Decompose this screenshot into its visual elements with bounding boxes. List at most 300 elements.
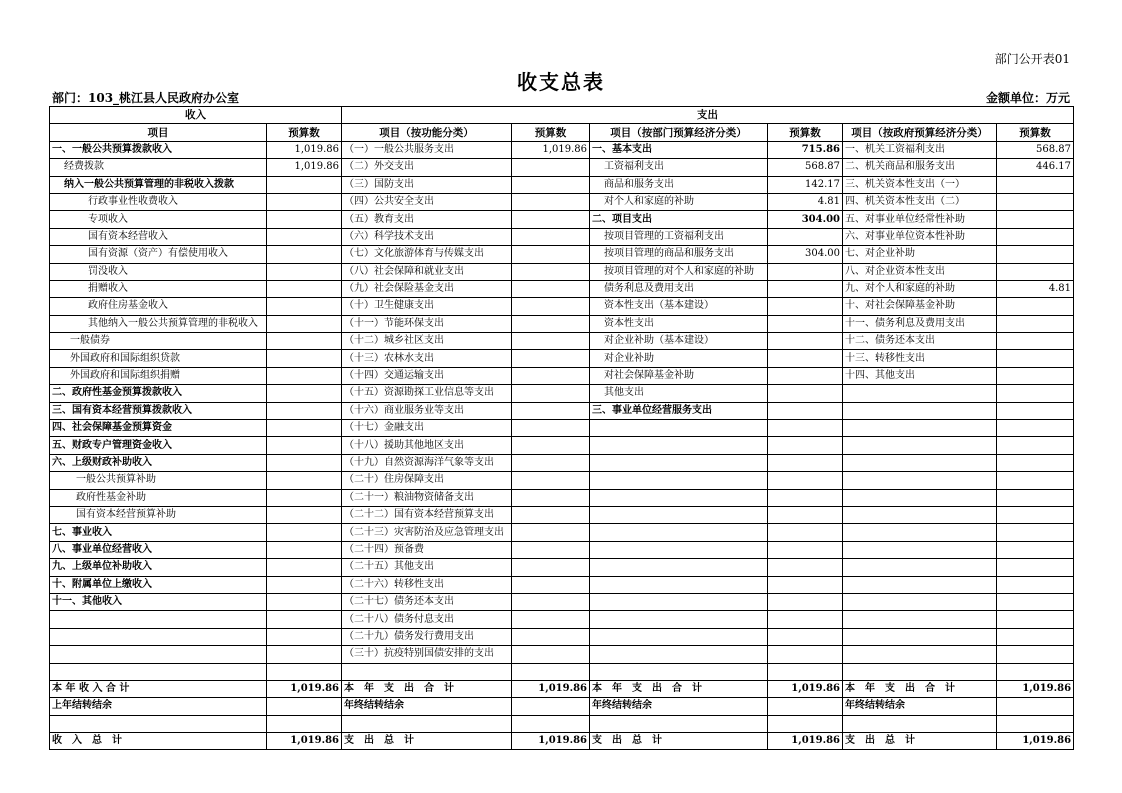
func-item-cell: （二十一）粮油物资储备支出 (342, 489, 512, 506)
income-item-cell: 四、社会保障基金预算资金 (50, 420, 267, 437)
gov-econ-item-cell (843, 489, 997, 506)
dept-econ-budget-cell (768, 228, 843, 245)
dept-econ-item-cell (590, 628, 768, 645)
gov-econ-budget-cell (997, 611, 1074, 628)
func-item-cell: （十二）城乡社区支出 (342, 333, 512, 350)
income-item-cell: 一、一般公共预算拨款收入 (50, 141, 267, 158)
func-budget-cell (512, 454, 590, 471)
income-item-cell: 二、政府性基金预算拨款收入 (50, 385, 267, 402)
func-budget-cell (512, 246, 590, 263)
gov-econ-item-cell: 六、对事业单位资本性补助 (843, 228, 997, 245)
gov-econ-budget-cell (997, 193, 1074, 210)
func-budget-cell (512, 420, 590, 437)
gov-econ-budget-cell (997, 663, 1074, 680)
table-row (50, 176, 1074, 193)
income-item-cell: 罚没收入 (50, 263, 267, 280)
income-budget-cell (267, 350, 342, 367)
gov-econ-budget-cell (997, 333, 1074, 350)
gov-econ-budget-cell: 446.17 (997, 159, 1074, 176)
func-item-cell: （十五）资源勘探工业信息等支出 (342, 385, 512, 402)
gov-econ-budget-cell (997, 367, 1074, 384)
dept-econ-item-cell: 一、基本支出 (590, 141, 768, 158)
dept-econ-item-cell: 工资福利支出 (590, 159, 768, 176)
table-row (50, 315, 1074, 332)
dept-econ-item-cell (590, 454, 768, 471)
income-budget-cell (267, 228, 342, 245)
func-item-cell (342, 663, 512, 680)
income-budget-cell (267, 246, 342, 263)
dept-econ-budget-cell (768, 385, 843, 402)
income-total-value (267, 715, 342, 732)
dept-econ-item-cell: 资本性支出 (590, 315, 768, 332)
table-row (50, 628, 1074, 645)
dept-econ-total-label: 支 出 总 计 (590, 733, 768, 750)
func-item-cell: （二十五）其他支出 (342, 559, 512, 576)
income-budget-cell (267, 280, 342, 297)
func-item-cell: （九）社会保险基金支出 (342, 280, 512, 297)
table-row (50, 367, 1074, 384)
func-item-cell: （二）外交支出 (342, 159, 512, 176)
gov-econ-budget-cell (997, 350, 1074, 367)
dept-econ-item-cell (590, 593, 768, 610)
gov-econ-item-cell: 十三、转移性支出 (843, 350, 997, 367)
dept-econ-budget-cell: 142.17 (768, 176, 843, 193)
func-item-cell: （六）科学技术支出 (342, 228, 512, 245)
total-row (50, 680, 1074, 697)
func-budget-cell (512, 646, 590, 663)
gov-econ-item-cell: 四、机关资本性支出（二） (843, 193, 997, 210)
dept-econ-budget-cell (768, 298, 843, 315)
income-section-header: 收入 (50, 107, 342, 124)
func-item-cell: （二十七）债务还本支出 (342, 593, 512, 610)
func-budget-cell (512, 506, 590, 523)
func-budget-cell (512, 211, 590, 228)
func-total-value: 1,019.86 (512, 680, 590, 697)
func-item-cell: （二十）住房保障支出 (342, 472, 512, 489)
dept-econ-budget-cell (768, 646, 843, 663)
table-row (50, 646, 1074, 663)
dept-econ-item-cell: 对社会保障基金补助 (590, 367, 768, 384)
dept-econ-item-cell (590, 663, 768, 680)
income-item-cell: 九、上级单位补助收入 (50, 559, 267, 576)
dept-econ-item-cell: 债务利息及费用支出 (590, 280, 768, 297)
dept-econ-item-cell (590, 524, 768, 541)
col-header-dept-econ-item: 项目（按部门预算经济分类） (590, 124, 768, 141)
income-item-cell: 外国政府和国际组织贷款 (50, 350, 267, 367)
col-header-gov-econ-budget: 预算数 (997, 124, 1074, 141)
dept-econ-item-cell (590, 541, 768, 558)
income-budget-cell (267, 524, 342, 541)
income-item-cell (50, 646, 267, 663)
income-budget-cell (267, 472, 342, 489)
income-item-cell: 七、事业收入 (50, 524, 267, 541)
dept-econ-total-value (768, 698, 843, 715)
dept-econ-item-cell: 二、项目支出 (590, 211, 768, 228)
func-budget-cell (512, 524, 590, 541)
income-item-cell: 其他纳入一般公共预算管理的非税收入 (50, 315, 267, 332)
gov-econ-item-cell: 二、机关商品和服务支出 (843, 159, 997, 176)
income-total-label: 本 年 收 入 合 计 (50, 680, 267, 697)
income-budget-cell (267, 437, 342, 454)
gov-econ-item-cell: 九、对个人和家庭的补助 (843, 280, 997, 297)
total-row (50, 733, 1074, 750)
page-title: 收支总表 (517, 70, 605, 94)
dept-econ-total-label (590, 715, 768, 732)
dept-econ-budget-cell (768, 420, 843, 437)
dept-econ-item-cell: 对企业补助 (590, 350, 768, 367)
income-budget-cell (267, 541, 342, 558)
func-total-label: 支 出 总 计 (342, 733, 512, 750)
gov-econ-item-cell (843, 454, 997, 471)
func-budget-cell (512, 350, 590, 367)
table-row (50, 350, 1074, 367)
gov-econ-item-cell (843, 472, 997, 489)
func-budget-cell (512, 489, 590, 506)
table-row (50, 524, 1074, 541)
dept-econ-budget-cell (768, 315, 843, 332)
func-budget-cell (512, 298, 590, 315)
dept-econ-budget-cell: 4.81 (768, 193, 843, 210)
income-item-cell: 政府住房基金收入 (50, 298, 267, 315)
dept-econ-budget-cell (768, 559, 843, 576)
table-row (50, 228, 1074, 245)
income-item-cell: 十一、其他收入 (50, 593, 267, 610)
income-budget-cell (267, 663, 342, 680)
gov-econ-budget-cell (997, 420, 1074, 437)
income-item-cell: 国有资源（资产）有偿使用收入 (50, 246, 267, 263)
func-budget-cell (512, 367, 590, 384)
income-item-cell: 国有资本经营预算补助 (50, 506, 267, 523)
gov-econ-total-value: 1,019.86 (997, 733, 1074, 750)
dept-econ-item-cell (590, 489, 768, 506)
func-budget-cell (512, 385, 590, 402)
dept-econ-budget-cell (768, 350, 843, 367)
income-item-cell (50, 628, 267, 645)
gov-econ-item-cell (843, 628, 997, 645)
gov-econ-item-cell (843, 541, 997, 558)
income-budget-cell (267, 263, 342, 280)
gov-econ-item-cell (843, 576, 997, 593)
gov-econ-budget-cell (997, 541, 1074, 558)
gov-econ-total-label (843, 715, 997, 732)
dept-econ-budget-cell (768, 489, 843, 506)
table-row (50, 472, 1074, 489)
table-row (50, 280, 1074, 297)
gov-econ-item-cell (843, 524, 997, 541)
dept-econ-budget-cell (768, 576, 843, 593)
dept-econ-total-value (768, 715, 843, 732)
table-row (50, 576, 1074, 593)
income-budget-cell (267, 315, 342, 332)
gov-econ-item-cell: 七、对企业补助 (843, 246, 997, 263)
income-budget-cell (267, 489, 342, 506)
gov-econ-item-cell (843, 663, 997, 680)
income-budget-cell (267, 576, 342, 593)
dept-econ-budget-cell (768, 663, 843, 680)
gov-econ-budget-cell (997, 263, 1074, 280)
gov-econ-budget-cell (997, 506, 1074, 523)
dept-econ-budget-cell: 304.00 (768, 246, 843, 263)
dept-econ-budget-cell (768, 280, 843, 297)
gov-econ-item-cell (843, 437, 997, 454)
table-row (50, 402, 1074, 419)
income-budget-cell (267, 628, 342, 645)
income-item-cell: 专项收入 (50, 211, 267, 228)
func-item-cell: （十三）农林水支出 (342, 350, 512, 367)
dept-econ-budget-cell (768, 524, 843, 541)
table-row (50, 211, 1074, 228)
dept-econ-item-cell: 商品和服务支出 (590, 176, 768, 193)
department-label: 部门：103_桃江县人民政府办公室 (52, 91, 240, 105)
func-item-cell: （二十六）转移性支出 (342, 576, 512, 593)
func-item-cell: （二十八）债务付息支出 (342, 611, 512, 628)
table-row (50, 298, 1074, 315)
dept-econ-budget-cell (768, 437, 843, 454)
gov-econ-item-cell: 一、机关工资福利支出 (843, 141, 997, 158)
income-item-cell: 五、财政专户管理资金收入 (50, 437, 267, 454)
func-item-cell: （十）卫生健康支出 (342, 298, 512, 315)
income-item-cell: 行政事业性收费收入 (50, 193, 267, 210)
table-row (50, 593, 1074, 610)
func-item-cell: （八）社会保障和就业支出 (342, 263, 512, 280)
func-budget-cell (512, 176, 590, 193)
dept-econ-total-label: 年终结转结余 (590, 698, 768, 715)
income-budget-cell (267, 506, 342, 523)
gov-econ-item-cell: 十、对社会保障基金补助 (843, 298, 997, 315)
amount-unit-label: 金额单位：万元 (985, 91, 1070, 105)
gov-econ-budget-cell (997, 472, 1074, 489)
dept-econ-total-label: 本 年 支 出 合 计 (590, 680, 768, 697)
income-budget-cell: 1,019.86 (267, 141, 342, 158)
table-row (50, 246, 1074, 263)
func-budget-cell (512, 541, 590, 558)
table-row (50, 489, 1074, 506)
table-row (50, 141, 1074, 158)
gov-econ-item-cell: 三、机关资本性支出（一） (843, 176, 997, 193)
func-total-label (342, 715, 512, 732)
gov-econ-item-cell: 五、对事业单位经常性补助 (843, 211, 997, 228)
func-total-value (512, 698, 590, 715)
income-item-cell: 一般公共预算补助 (50, 472, 267, 489)
func-item-cell: （十八）援助其他地区支出 (342, 437, 512, 454)
func-item-cell: （二十三）灾害防治及应急管理支出 (342, 524, 512, 541)
income-item-cell: 十、附属单位上缴收入 (50, 576, 267, 593)
gov-econ-total-label: 支 出 总 计 (843, 733, 997, 750)
dept-econ-budget-cell (768, 402, 843, 419)
func-item-cell: （一）一般公共服务支出 (342, 141, 512, 158)
func-item-cell: （二十二）国有资本经营预算支出 (342, 506, 512, 523)
func-budget-cell (512, 628, 590, 645)
dept-econ-budget-cell (768, 628, 843, 645)
func-item-cell: （三十）抗疫特别国债安排的支出 (342, 646, 512, 663)
dept-econ-item-cell: 对个人和家庭的补助 (590, 193, 768, 210)
dept-econ-total-value: 1,019.86 (768, 733, 843, 750)
income-total-label: 上年结转结余 (50, 698, 267, 715)
func-total-value: 1,019.86 (512, 733, 590, 750)
gov-econ-budget-cell (997, 559, 1074, 576)
dept-econ-budget-cell (768, 593, 843, 610)
table-row (50, 663, 1074, 680)
income-budget-cell (267, 611, 342, 628)
income-budget-cell (267, 298, 342, 315)
gov-econ-budget-cell (997, 437, 1074, 454)
func-item-cell: （二十九）债务发行费用支出 (342, 628, 512, 645)
dept-econ-item-cell (590, 611, 768, 628)
func-budget-cell: 1,019.86 (512, 141, 590, 158)
dept-econ-budget-cell: 304.00 (768, 211, 843, 228)
gov-econ-item-cell (843, 420, 997, 437)
gov-econ-budget-cell (997, 646, 1074, 663)
func-total-label: 本 年 支 出 合 计 (342, 680, 512, 697)
income-item-cell: 三、国有资本经营预算拨款收入 (50, 402, 267, 419)
dept-econ-total-value: 1,019.86 (768, 680, 843, 697)
gov-econ-total-value (997, 698, 1074, 715)
table-row (50, 611, 1074, 628)
income-budget-cell (267, 402, 342, 419)
dept-econ-budget-cell: 715.86 (768, 141, 843, 158)
income-budget-cell (267, 333, 342, 350)
col-header-func-item: 项目（按功能分类） (342, 124, 512, 141)
dept-econ-item-cell: 资本性支出（基本建设） (590, 298, 768, 315)
income-budget-cell (267, 176, 342, 193)
income-budget-cell (267, 193, 342, 210)
income-item-cell: 政府性基金补助 (50, 489, 267, 506)
dept-econ-budget-cell (768, 541, 843, 558)
table-row (50, 385, 1074, 402)
dept-econ-item-cell: 按项目管理的对个人和家庭的补助 (590, 263, 768, 280)
income-budget-cell (267, 454, 342, 471)
gov-econ-item-cell: 八、对企业资本性支出 (843, 263, 997, 280)
total-row (50, 698, 1074, 715)
func-item-cell: （十四）交通运输支出 (342, 367, 512, 384)
func-budget-cell (512, 576, 590, 593)
col-header-func-budget: 预算数 (512, 124, 590, 141)
func-total-label: 年终结转结余 (342, 698, 512, 715)
dept-econ-budget-cell (768, 611, 843, 628)
dept-econ-item-cell: 其他支出 (590, 385, 768, 402)
dept-econ-budget-cell (768, 472, 843, 489)
dept-econ-item-cell: 按项目管理的商品和服务支出 (590, 246, 768, 263)
col-header-dept-econ-budget: 预算数 (768, 124, 843, 141)
gov-econ-total-value: 1,019.86 (997, 680, 1074, 697)
dept-econ-item-cell (590, 646, 768, 663)
gov-econ-item-cell: 十四、其他支出 (843, 367, 997, 384)
func-item-cell: （三）国防支出 (342, 176, 512, 193)
income-item-cell: 捐赠收入 (50, 280, 267, 297)
table-row (50, 159, 1074, 176)
col-header-income-budget: 预算数 (267, 124, 342, 141)
gov-econ-budget-cell (997, 228, 1074, 245)
dept-econ-item-cell (590, 472, 768, 489)
income-item-cell: 国有资本经营收入 (50, 228, 267, 245)
dept-econ-item-cell: 按项目管理的工资福利支出 (590, 228, 768, 245)
func-budget-cell (512, 333, 590, 350)
func-item-cell: （二十四）预备费 (342, 541, 512, 558)
expense-section-header: 支出 (342, 107, 1074, 124)
func-item-cell: （十六）商业服务业等支出 (342, 402, 512, 419)
func-budget-cell (512, 663, 590, 680)
func-item-cell: （五）教育支出 (342, 211, 512, 228)
income-budget-cell (267, 559, 342, 576)
table-row (50, 559, 1074, 576)
func-budget-cell (512, 159, 590, 176)
dept-econ-item-cell: 三、事业单位经营服务支出 (590, 402, 768, 419)
col-header-income-item: 项目 (50, 124, 267, 141)
table-row (50, 541, 1074, 558)
dept-econ-budget-cell (768, 367, 843, 384)
form-number: 部门公开表01 (994, 52, 1070, 66)
gov-econ-budget-cell (997, 489, 1074, 506)
income-item-cell: 纳入一般公共预算管理的非税收入拨款 (50, 176, 267, 193)
gov-econ-item-cell: 十一、债务利息及费用支出 (843, 315, 997, 332)
func-budget-cell (512, 263, 590, 280)
gov-econ-item-cell (843, 611, 997, 628)
gov-econ-total-label: 本 年 支 出 合 计 (843, 680, 997, 697)
gov-econ-item-cell: 十二、债务还本支出 (843, 333, 997, 350)
dept-econ-item-cell (590, 576, 768, 593)
dept-econ-budget-cell (768, 263, 843, 280)
col-header-gov-econ-item: 项目（按政府预算经济分类） (843, 124, 997, 141)
dept-econ-item-cell (590, 437, 768, 454)
gov-econ-budget-cell (997, 246, 1074, 263)
total-row (50, 715, 1074, 732)
dept-econ-item-cell (590, 559, 768, 576)
dept-econ-budget-cell (768, 333, 843, 350)
gov-econ-budget-cell: 568.87 (997, 141, 1074, 158)
gov-econ-total-label: 年终结转结余 (843, 698, 997, 715)
table-row (50, 420, 1074, 437)
income-item-cell (50, 611, 267, 628)
gov-econ-budget-cell (997, 385, 1074, 402)
income-total-value: 1,019.86 (267, 680, 342, 697)
gov-econ-item-cell (843, 646, 997, 663)
gov-econ-budget-cell (997, 454, 1074, 471)
func-budget-cell (512, 315, 590, 332)
func-budget-cell (512, 593, 590, 610)
gov-econ-budget-cell (997, 211, 1074, 228)
gov-econ-budget-cell (997, 628, 1074, 645)
table-row (50, 454, 1074, 471)
func-budget-cell (512, 193, 590, 210)
func-budget-cell (512, 559, 590, 576)
func-budget-cell (512, 611, 590, 628)
func-item-cell: （十七）金融支出 (342, 420, 512, 437)
income-total-value (267, 698, 342, 715)
func-budget-cell (512, 402, 590, 419)
gov-econ-item-cell (843, 559, 997, 576)
func-budget-cell (512, 228, 590, 245)
table-row (50, 437, 1074, 454)
func-budget-cell (512, 280, 590, 297)
income-budget-cell (267, 420, 342, 437)
gov-econ-budget-cell (997, 524, 1074, 541)
gov-econ-item-cell (843, 506, 997, 523)
gov-econ-item-cell (843, 402, 997, 419)
income-budget-cell (267, 593, 342, 610)
func-item-cell: （十九）自然资源海洋气象等支出 (342, 454, 512, 471)
dept-econ-budget-cell (768, 506, 843, 523)
income-budget-cell (267, 211, 342, 228)
dept-econ-item-cell (590, 506, 768, 523)
income-total-label: 收 入 总 计 (50, 733, 267, 750)
func-budget-cell (512, 472, 590, 489)
gov-econ-budget-cell (997, 298, 1074, 315)
table-row (50, 193, 1074, 210)
gov-econ-budget-cell: 4.81 (997, 280, 1074, 297)
income-item-cell (50, 663, 267, 680)
income-budget-cell: 1,019.86 (267, 159, 342, 176)
func-total-value (512, 715, 590, 732)
